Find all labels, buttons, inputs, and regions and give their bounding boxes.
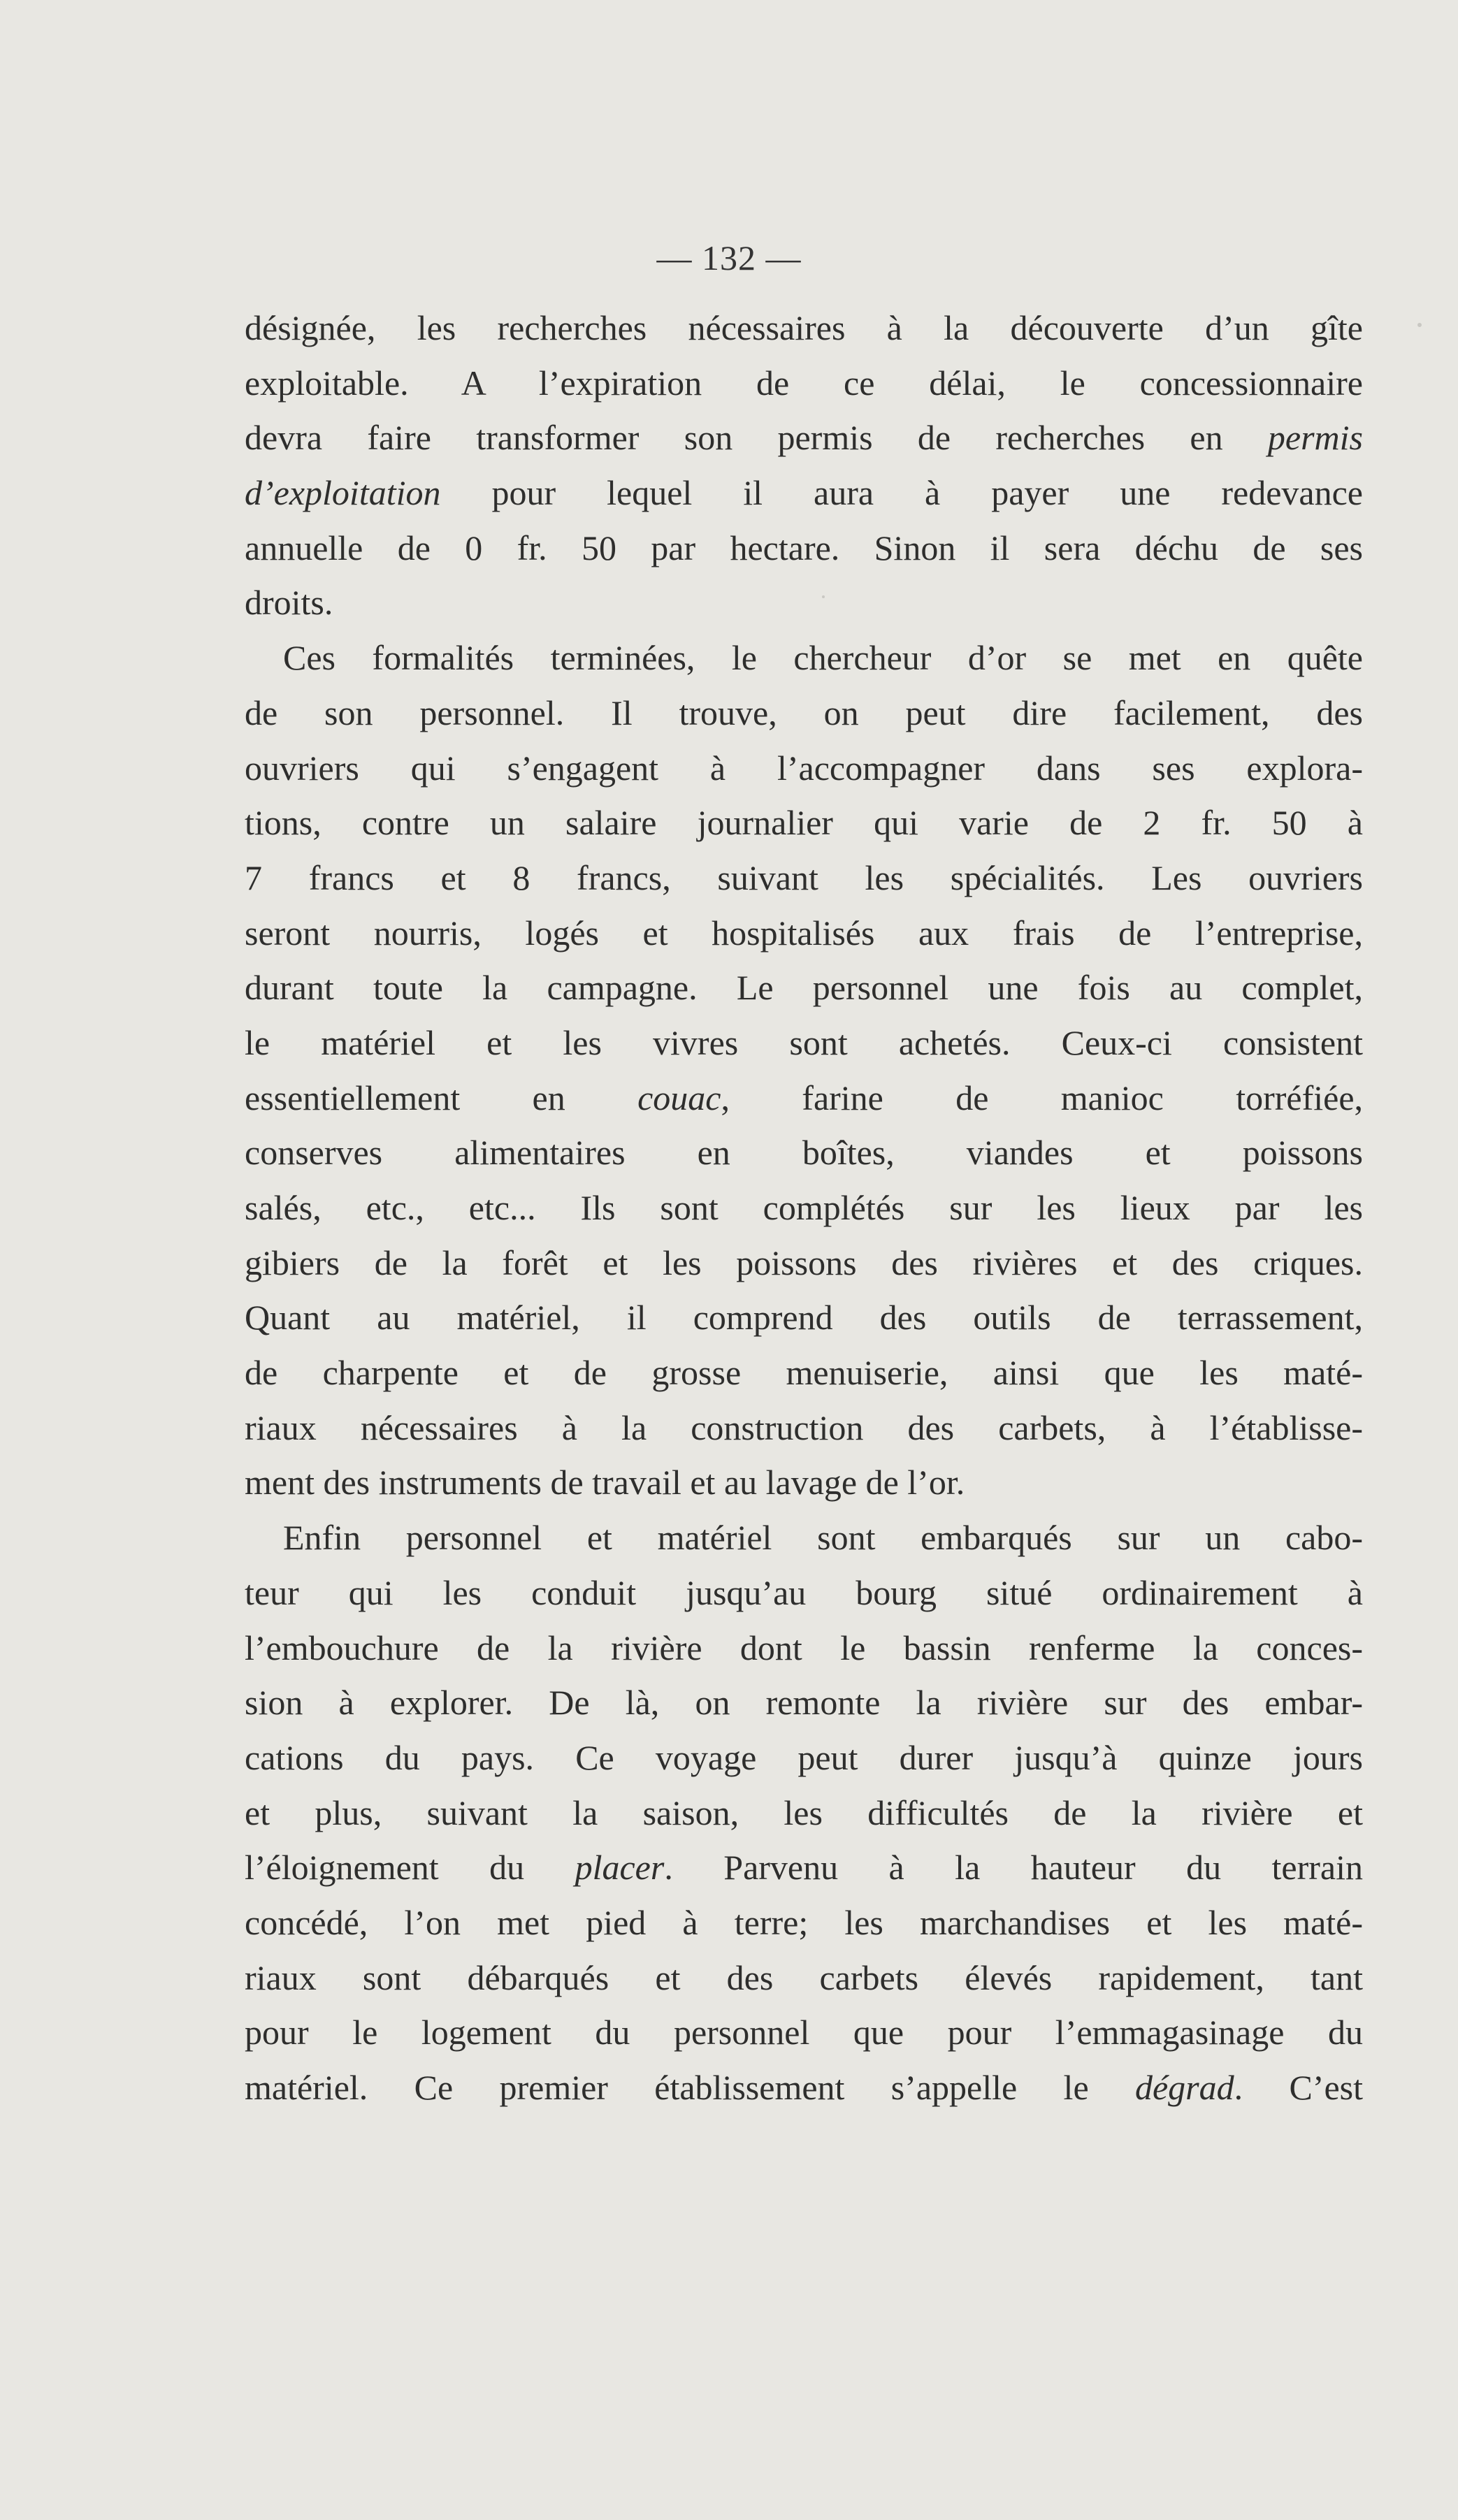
text-run: l’embouchure de la rivière dont le bassin renferme la conces- — [245, 1628, 1363, 1667]
italic-term: couac — [637, 1078, 721, 1117]
text-line — [245, 1345, 1363, 1400]
text-line — [245, 410, 1363, 465]
italic-term: d’exploitation — [245, 473, 441, 513]
text-line — [245, 741, 1363, 796]
text-run: gibiers de la forêt et les poissons des rivières et des criques. — [245, 1243, 1363, 1282]
text-run: ment des instruments de travail et au lavage de l’or. — [245, 1463, 965, 1502]
text-run: droits. — [245, 583, 333, 623]
text-line — [245, 1180, 1363, 1236]
text-run: exploitable. A l’expiration de ce délai, le concessionnaire — [245, 363, 1363, 403]
text-run: concédé, l’on met pied à terre; les marchandises et les maté- — [245, 1902, 1363, 1942]
page-number: — 132 — — [656, 238, 802, 277]
text-run: , farine de manioc torréfiée, — [721, 1078, 1363, 1117]
text-line — [245, 2060, 1363, 2115]
text-line — [245, 906, 1363, 961]
text-line — [245, 1565, 1363, 1621]
text-run: l’éloignement du — [245, 1848, 575, 1888]
text-line — [245, 1236, 1363, 1291]
text-line — [245, 630, 1363, 686]
text-run: désignée, les recherches nécessaires à la découverte d’un gîte — [245, 308, 1363, 347]
text-run: 7 francs et 8 francs, suivant les spécialités. Les ouvriers — [245, 857, 1363, 897]
text-run: devra faire transformer son permis de recherches en — [245, 418, 1268, 458]
text-line — [245, 1400, 1363, 1456]
text-line — [245, 1950, 1363, 2006]
body-text — [245, 300, 1363, 2115]
text-run: teur qui les conduit jusqu’au bourg situé ordinairement à — [245, 1572, 1363, 1612]
text-line — [245, 300, 1363, 356]
text-run: Enfin personnel et matériel sont embarqués sur un cabo- — [283, 1518, 1363, 1558]
text-run: pour le logement du personnel que pour l’emmagasinage du — [245, 2013, 1363, 2052]
text-line — [245, 1290, 1363, 1345]
text-line — [245, 465, 1363, 521]
text-line — [245, 686, 1363, 741]
text-run: pour lequel il aura à payer une redevance — [440, 473, 1363, 513]
text-line — [245, 960, 1363, 1015]
text-line — [245, 1621, 1363, 1676]
text-run: ouvriers qui s’engagent à l’accompagner dans ses explora- — [245, 748, 1363, 788]
text-line — [245, 2005, 1363, 2060]
text-run: . C’est — [1234, 2068, 1363, 2107]
paper-speck — [822, 595, 825, 598]
text-line — [245, 1015, 1363, 1071]
text-run: tions, contre un salaire journalier qui varie de 2 fr. 50 à — [245, 803, 1363, 843]
text-run: cations du pays. Ce voyage peut durer jusqu’à quinze jours — [245, 1737, 1363, 1777]
text-run: durant toute la campagne. Le personnel une fois au complet, — [245, 968, 1363, 1008]
text-line — [245, 850, 1363, 906]
text-run: sion à explorer. De là, on remonte la rivière sur des embar- — [245, 1683, 1363, 1723]
text-line — [245, 1895, 1363, 1950]
text-run: de charpente et de grosse menuiserie, ainsi que les maté- — [245, 1353, 1363, 1393]
text-run: . Parvenu à la hauteur du terrain — [664, 1848, 1363, 1888]
text-line — [245, 1786, 1363, 1841]
text-line — [245, 1675, 1363, 1730]
text-run: salés, etc., etc... Ils sont complétés sur les lieux par les — [245, 1188, 1363, 1227]
text-line — [245, 1730, 1363, 1786]
text-run: essentiellement en — [245, 1078, 638, 1117]
text-run: de son personnel. Il trouve, on peut dire facilement, des — [245, 693, 1363, 732]
text-line — [245, 1455, 1363, 1510]
text-line — [245, 521, 1363, 576]
text-run: riaux sont débarqués et des carbets élevés rapidement, tant — [245, 1957, 1363, 1997]
text-line — [245, 1840, 1363, 1895]
text-run: seront nourris, logés et hospitalisés aux frais de l’entreprise, — [245, 913, 1363, 953]
text-run: Quant au matériel, il comprend des outils de terrassement, — [245, 1298, 1363, 1338]
text-run: Ces formalités terminées, le chercheur d’or se met en quête — [283, 638, 1363, 678]
italic-term: placer — [575, 1848, 665, 1888]
text-run: le matériel et les vivres sont achetés. Ceux-ci consistent — [245, 1022, 1363, 1062]
text-line — [245, 1510, 1363, 1565]
italic-term: permis — [1267, 418, 1363, 458]
text-run: matériel. Ce premier établissement s’appelle le — [245, 2068, 1135, 2107]
italic-term: dégrad — [1134, 2068, 1234, 2107]
text-line — [245, 356, 1363, 411]
text-line — [245, 1125, 1363, 1180]
text-run: et plus, suivant la saison, les difficultés de la rivière et — [245, 1793, 1363, 1832]
text-line — [245, 1071, 1363, 1126]
text-run: riaux nécessaires à la construction des carbets, à l’établisse- — [245, 1407, 1363, 1447]
text-run: conserves alimentaires en boîtes, viandes et poissons — [245, 1133, 1363, 1173]
text-run: annuelle de 0 fr. 50 par hectare. Sinon il sera déchu de ses — [245, 528, 1363, 567]
text-line — [245, 575, 1363, 630]
text-line — [245, 795, 1363, 850]
paper-speck — [1417, 323, 1422, 327]
